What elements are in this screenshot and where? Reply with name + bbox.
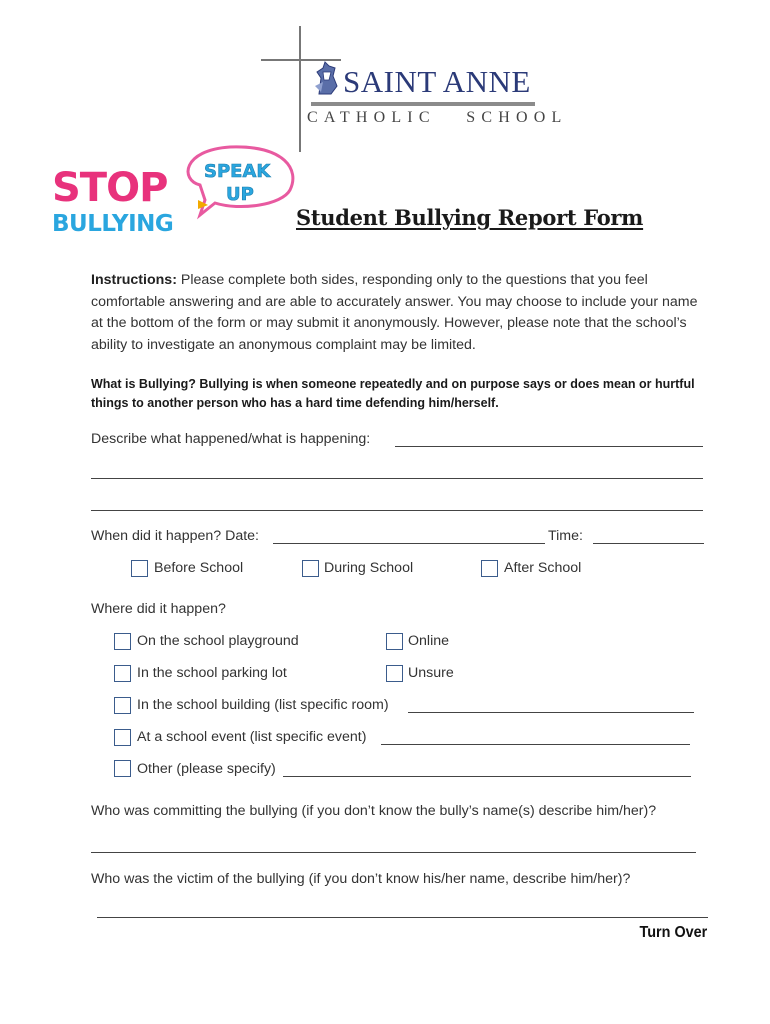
stop-bullying-speak-up-logo bbox=[50, 145, 300, 240]
school-event-line[interactable] bbox=[381, 744, 690, 745]
knight-mascot-icon bbox=[311, 60, 341, 98]
school-event-checkbox[interactable] bbox=[114, 729, 131, 746]
other-checkbox[interactable] bbox=[114, 760, 131, 777]
school-building-label: In the school building (list specific room) bbox=[137, 697, 389, 713]
describe-line-3[interactable] bbox=[91, 510, 703, 511]
unsure-checkbox[interactable] bbox=[386, 665, 403, 682]
before-school-label: Before School bbox=[154, 560, 244, 576]
stop-text: STOP bbox=[52, 165, 168, 211]
unsure-label: Unsure bbox=[408, 665, 454, 681]
form-title: Student Bullying Report Form bbox=[296, 205, 644, 230]
describe-line-2[interactable] bbox=[91, 478, 703, 479]
describe-label: Describe what happened/what is happening: bbox=[91, 431, 371, 447]
online-checkbox[interactable] bbox=[386, 633, 403, 650]
before-school-checkbox[interactable] bbox=[131, 560, 148, 577]
date-line[interactable] bbox=[273, 543, 545, 544]
after-school-checkbox[interactable] bbox=[481, 560, 498, 577]
when-label: When did it happen? Date: bbox=[91, 528, 259, 544]
who-bully-line[interactable] bbox=[91, 852, 696, 853]
who-bully-label: Who was committing the bullying (if you don’t know the bully’s name(s) describe him/her)? bbox=[91, 803, 657, 819]
who-victim-label: Who was the victim of the bullying (if you don’t know his/her name, describe him/her)? bbox=[91, 871, 631, 887]
time-label: Time: bbox=[548, 528, 583, 544]
instructions bbox=[91, 270, 711, 356]
bullying-text: BULLYING bbox=[52, 211, 174, 237]
who-victim-line[interactable] bbox=[97, 917, 708, 918]
turn-over-note: Turn Over bbox=[639, 924, 707, 941]
playground-checkbox[interactable] bbox=[114, 633, 131, 650]
bullying-definition: What is Bullying? Bullying is when someone repeatedly and on purpose says or does mean or hurtful things to another person who has a hard time defending him/herself. bbox=[91, 377, 695, 410]
other-label: Other (please specify) bbox=[137, 761, 276, 777]
where-label: Where did it happen? bbox=[91, 601, 226, 617]
up-text: UP bbox=[226, 184, 254, 205]
during-school-label: During School bbox=[324, 560, 414, 576]
school-event-label: At a school event (list specific event) bbox=[137, 729, 367, 745]
school-building-checkbox[interactable] bbox=[114, 697, 131, 714]
online-label: Online bbox=[408, 633, 450, 649]
school-name: SAINT ANNE bbox=[343, 64, 531, 99]
time-line[interactable] bbox=[593, 543, 704, 544]
school-name-underline bbox=[311, 102, 535, 106]
instructions-text: Please complete both sides, responding only to the questions that you feel comfortable answering and are able to accurately answer. You may choose to include your name at the bottom of the form or may submit it anonymously. However, please note that the school’s ability to investigate an anonymous complaint may be limited. bbox=[91, 272, 698, 353]
cross-vertical bbox=[299, 26, 301, 152]
speak-text: SPEAK bbox=[204, 161, 271, 182]
parking-lot-checkbox[interactable] bbox=[114, 665, 131, 682]
parking-lot-label: In the school parking lot bbox=[137, 665, 287, 681]
instructions-label: Instructions: bbox=[91, 272, 177, 288]
describe-line-1[interactable] bbox=[395, 446, 703, 447]
school-building-line[interactable] bbox=[408, 712, 694, 713]
during-school-checkbox[interactable] bbox=[302, 560, 319, 577]
school-subtitle: CATHOLIC SCHOOL bbox=[307, 109, 568, 126]
playground-label: On the school playground bbox=[137, 633, 299, 649]
after-school-label: After School bbox=[504, 560, 582, 576]
other-line[interactable] bbox=[283, 776, 691, 777]
